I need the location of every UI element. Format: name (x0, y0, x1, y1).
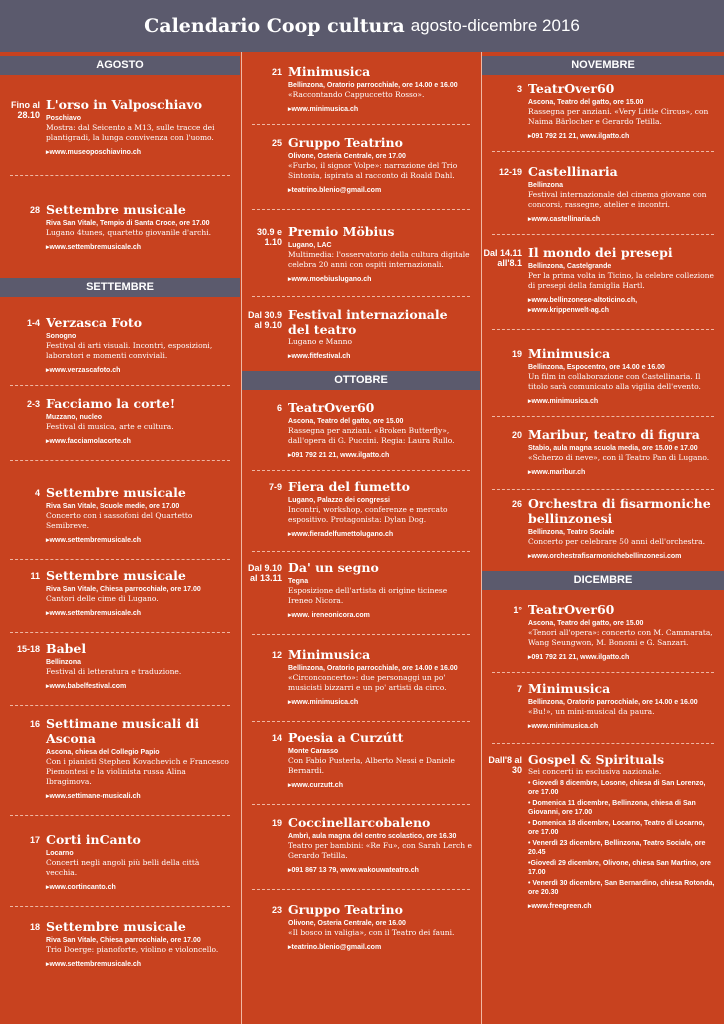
event (482, 590, 724, 662)
event-location: Sonogno (46, 333, 77, 340)
event (482, 152, 724, 224)
event-body (46, 485, 240, 545)
event (482, 417, 724, 477)
separator (252, 209, 470, 210)
event-link[interactable]: ▸ 091 792 21 21, www.ilgatto.ch (528, 132, 716, 141)
event-description: Concerto per celebrare 50 anni dell'orchestra. (528, 537, 705, 546)
event-location: Ascona, chiesa del Collegio Papio (46, 749, 160, 756)
event (242, 890, 480, 952)
event-date: 20 (511, 430, 522, 440)
event-body (46, 919, 240, 969)
event-body (528, 681, 724, 731)
event-body (528, 427, 724, 477)
event-date: 7 (516, 684, 522, 694)
event-list-item: • Venerdì 23 dicembre, Bellinzona, Teatro Sociale, ore 20.45 (528, 840, 706, 856)
event-title: TeatrOver60 (288, 400, 375, 415)
event-location: Stabio, aula magna scuola media, ore 15.00 e 17.00 (528, 445, 698, 452)
event-title: Maribur, teatro di figura (528, 427, 700, 442)
event (0, 75, 240, 157)
separator (492, 489, 714, 490)
event (242, 805, 480, 875)
event-title: Premio Möbius (288, 224, 395, 239)
event-location: Bellinzona, Oratorio parrocchiale, ore 14.00 e 16.00 (288, 665, 458, 672)
event (242, 52, 480, 114)
event-body (288, 135, 480, 195)
event-date: 21 (271, 67, 282, 77)
event-location: Riva San Vitale, Tempio di Santa Croce, ore 17.00 (46, 220, 210, 227)
event-body (288, 400, 480, 460)
event-link[interactable]: ▸ www.fitfestival.ch (288, 352, 472, 361)
event-description: Con i pianisti Stephen Kovachevich e Francesco Piemontesi e la violinista russa Alina Ibragimova. (46, 757, 229, 786)
event-title: Settembre musicale (46, 919, 186, 934)
event-description: Incontri, workshop, conferenze e mercato espositivo. Protagonista: Dylan Dog. (288, 505, 448, 524)
event-link[interactable]: ▸ www.maribur.ch (528, 468, 716, 477)
event-link[interactable]: ▸ www.orchestrafisarmonichebellinzonesi.com (528, 552, 716, 561)
event-location: Bellinzona, Teatro Sociale (528, 529, 615, 536)
event-description: «Circonconcerto»: due personaggi un po' musicisti bizzarri e un po' artisti da circo. (288, 673, 447, 692)
event-title: Settembre musicale (46, 568, 186, 583)
event-location: Ascona, Teatro del gatto, ore 15.00 (528, 99, 644, 106)
separator (252, 470, 470, 471)
event-link[interactable]: ▸ www.castellinaria.ch (528, 215, 716, 224)
event-title: Verzasca Foto (46, 315, 143, 330)
event-location: Riva San Vitale, Scuole medie, ore 17.00 (46, 503, 180, 510)
event-title: Poesia a Curzútt (288, 730, 404, 745)
event (242, 722, 480, 790)
event (0, 461, 240, 545)
event-body (528, 602, 724, 662)
separator (10, 559, 230, 560)
event-description: «Furbo, il signor Volpe»: narrazione del Trio Sintonia, ispirata al racconto di Roald Dahl. (288, 161, 458, 180)
event-title: Il mondo dei presepi (528, 245, 673, 260)
event-description: Concerti negli angoli più belli della città vecchia. (46, 858, 200, 877)
separator (10, 175, 230, 176)
event-location: Locarno (46, 850, 74, 857)
event-list-item: • Giovedì 8 dicembre, Losone, chiesa di San Lorenzo, ore 17.00 (528, 780, 706, 796)
event-location: Ambrì, aula magna del centro scolastico, ore 16.30 (288, 833, 457, 840)
event-location: Bellinzona (528, 182, 564, 189)
event-link[interactable]: ▸ 091 792 21 21, www.ilgatto.ch (528, 653, 716, 662)
column-1 (0, 52, 240, 1024)
event-title: Babel (46, 641, 87, 656)
event (482, 490, 724, 561)
event-body (288, 902, 480, 952)
column-2 (242, 52, 480, 1024)
event-link[interactable]: ▸ www.minimusica.ch (528, 397, 716, 406)
month-band-ottobre: OTTOBRE (242, 371, 480, 390)
event-location: Ascona, Teatro del gatto, ore 15.00 (288, 418, 404, 425)
event (482, 235, 724, 315)
event-date: 11 (30, 571, 40, 581)
event-body (46, 716, 240, 801)
separator (10, 906, 230, 907)
separator (492, 234, 714, 235)
event-list-item: •Giovedì 29 dicembre, Olivone, chiesa San Martino, ore 17.00 (528, 860, 711, 876)
event-list-item: • Venerdì 30 dicembre, San Bernardino, chiesa Rotonda, ore 20.30 (528, 880, 715, 896)
event-title: Facciamo la corte! (46, 396, 176, 411)
event (242, 635, 480, 707)
event-date: 16 (29, 719, 40, 729)
event-date: 23 (271, 905, 282, 915)
separator (10, 705, 230, 706)
event-title: Gruppo Teatrino (288, 135, 403, 150)
event-description: Lugano e Manno (288, 337, 352, 346)
event-description: Festival di arti visuali. Incontri, esposizioni, laboratori e momenti conviviali. (46, 341, 213, 360)
column-3 (482, 52, 724, 1024)
event-link[interactable]: ▸ www.krippenwelt-ag.ch (528, 306, 716, 315)
event-body (528, 245, 724, 315)
event (242, 471, 480, 539)
event (482, 330, 724, 406)
separator (252, 634, 470, 635)
event-location: Bellinzona, Oratorio parrocchiale, ore 14.00 e 16.00 (528, 699, 698, 706)
event-description: «Bu!», un mini-musical da paura. (528, 707, 655, 716)
event-title: Gruppo Teatrino (288, 902, 403, 917)
separator (252, 551, 470, 552)
event (482, 744, 724, 911)
event-body (46, 97, 240, 157)
event-link[interactable]: ▸ www.minimusica.ch (528, 722, 716, 731)
event-location: Bellinzona, Oratorio parrocchiale, ore 14.00 e 16.00 (288, 82, 458, 89)
event-date: 12-19 (498, 167, 522, 177)
event (242, 390, 480, 460)
event-body (528, 752, 724, 911)
event-title: Festival internazionale del teatro (288, 307, 448, 337)
event-link[interactable]: ▸ www.minimusica.ch (288, 698, 472, 707)
event-link[interactable]: ▸ www.facciamolacorte.ch (46, 437, 232, 446)
event-date: Dal 14.11 all'8.1 (483, 248, 522, 268)
event-body (528, 346, 724, 406)
event-date: 25 (271, 138, 282, 148)
event (0, 297, 240, 375)
event-link[interactable]: ▸ www. ireneonicora.com (288, 611, 472, 620)
event-body (288, 224, 480, 284)
event-location: Lugano, LAC (288, 242, 332, 249)
event-title: TeatrOver60 (528, 81, 615, 96)
event (0, 706, 240, 801)
event-list-item: • Domenica 18 dicembre, Locarno, Teatro di Locarno, ore 17.00 (528, 820, 705, 836)
event-date: Dal 9.10 al 13.11 (247, 563, 282, 583)
event-title: Minimusica (528, 346, 611, 361)
event-date: 14 (271, 733, 282, 743)
event (0, 907, 240, 969)
event-description: Concerto con i sassofoni del Quartetto Semibreve. (46, 511, 193, 530)
event-date: 19 (511, 349, 522, 359)
event (0, 176, 240, 252)
event-title: Settimane musicali di Ascona (46, 716, 200, 746)
separator (10, 460, 230, 461)
event-description: «Tenori all'opera»: concerto con M. Cammarata, Wang Seungwon, M. Bonomi e G. Sanzari. (528, 628, 713, 647)
event-date: 19 (271, 818, 282, 828)
event-date: 30.9 e 1.10 (256, 227, 282, 247)
event-body (288, 479, 480, 539)
separator (252, 804, 470, 805)
event-description: Festival di letteratura e traduzione. (46, 667, 182, 676)
event-description: Un film in collaborazione con Castellinaria. Il titolo sarà comunicato alla vigilia dell'evento. (528, 372, 701, 391)
event-description: Trio Doerge: pianoforte, violino e violoncello. (46, 945, 219, 954)
event-title: Gospel & Spirituals (528, 752, 665, 767)
event-body (528, 164, 724, 224)
month-band-dicembre: DICEMBRE (482, 571, 724, 590)
event (242, 297, 480, 361)
event-location: Riva San Vitale, Chiesa parrocchiale, ore 17.00 (46, 937, 201, 944)
event (0, 560, 240, 618)
event-location: Muzzano, nucleo (46, 414, 102, 421)
event (242, 125, 480, 195)
event (0, 386, 240, 446)
separator (492, 151, 714, 152)
separator (252, 124, 470, 125)
event-date: 26 (511, 499, 522, 509)
event-location: Bellinzona, Castelgrande (528, 263, 612, 270)
event-link[interactable]: ▸ www.museoposchiavino.ch (46, 148, 232, 157)
event-description: Sei concerti in esclusiva nazionale. (528, 767, 662, 776)
event-link[interactable]: ▸ www.settimane-musicali.ch (46, 792, 232, 801)
event-description: «Scherzo di neve», con il Teatro Pan di Lugano. (528, 453, 710, 462)
event-link[interactable]: ▸ www.moebiuslugano.ch (288, 275, 472, 284)
separator (10, 632, 230, 633)
event-location: Monte Carasso (288, 748, 339, 755)
event-link[interactable]: ▸ www.settembremusicale.ch (46, 243, 232, 252)
event-title: Settembre musicale (46, 202, 186, 217)
event-title: Fiera del fumetto (288, 479, 410, 494)
event (242, 552, 480, 620)
event-date: 17 (29, 835, 40, 845)
event-title: Minimusica (288, 64, 371, 79)
event-date: 1° (513, 605, 522, 615)
event-body (46, 832, 240, 892)
event-body (288, 64, 480, 114)
event-link[interactable]: ▸ www.settembremusicale.ch (46, 536, 232, 545)
event-body (288, 815, 480, 875)
separator (10, 385, 230, 386)
event-date: 6 (276, 403, 282, 413)
event-link[interactable]: ▸ www.settembremusicale.ch (46, 960, 232, 969)
event-link[interactable]: ▸ www.minimusica.ch (288, 105, 472, 114)
event-location: Lugano, Palazzo dei congressi (288, 497, 390, 504)
event-title: Minimusica (528, 681, 611, 696)
event-description: Lugano 4tunes, quartetto giovanile d'archi. (46, 228, 211, 237)
event-link[interactable]: ▸ www.freegreen.ch (528, 902, 716, 911)
event-date: Dal 30.9 al 9.10 (247, 310, 282, 330)
event-body (46, 315, 240, 375)
event-body (288, 730, 480, 790)
event-date: 28 (29, 205, 40, 215)
event-title: Orchestra di fisarmoniche bellinzonesi (528, 496, 711, 526)
event-date: 7-9 (268, 482, 282, 492)
event-title: Minimusica (288, 647, 371, 662)
month-band-settembre: SETTEMBRE (0, 278, 240, 297)
page-header (0, 0, 724, 52)
event-date: 4 (34, 488, 40, 498)
event-body (528, 496, 724, 561)
event-location: Tegna (288, 578, 309, 585)
separator (252, 721, 470, 722)
event-link[interactable]: ▸ www.babelfestival.com (46, 682, 232, 691)
event-title: Corti inCanto (46, 832, 141, 847)
event (482, 75, 724, 141)
event-date: Fino al 28.10 (11, 100, 40, 120)
event-description: «Raccontando Cappuccetto Rosso». (288, 90, 425, 99)
event-description: Rassegna per anziani. «Very Little Circus», con Naima Bärlocher e Gerardo Tetilla. (528, 107, 709, 126)
event-body (288, 307, 480, 361)
event-date: 15-18 (16, 644, 40, 654)
page-subtitle: agosto-dicembre 2016 (410, 16, 580, 35)
month-band-novembre: NOVEMBRE (482, 56, 724, 75)
event-list-item: • Domenica 11 dicembre, Bellinzona, chiesa di San Giovanni, ore 17.00 (528, 800, 696, 816)
event-date: 1-4 (26, 318, 40, 328)
event-date: 2-3 (26, 399, 40, 409)
event-date: 12 (271, 650, 282, 660)
event-description: Mostra: dal Seicento a M13, sulle tracce dei plantigradi, la lunga convivenza con l'uomo. (46, 123, 215, 142)
event-location: Ascona, Teatro del gatto, ore 15.00 (528, 620, 644, 627)
event-link[interactable]: ▸ www.curzutt.ch (288, 781, 472, 790)
event-description: «Il bosco in valigia», con il Teatro dei fauni. (288, 928, 455, 937)
event-location: Poschiavo (46, 115, 82, 122)
event-location: Bellinzona, Espocentro, ore 14.00 e 16.00 (528, 364, 665, 371)
event-link[interactable]: ▸ www.bellinzonese-altoticino.ch, (528, 296, 716, 305)
separator (10, 815, 230, 816)
event-location: Bellinzona (46, 659, 82, 666)
page-title: Calendario Coop cultura (144, 15, 405, 37)
event-link[interactable]: ▸ 091 867 13 79, www.wakouwateatro.ch (288, 866, 472, 875)
event-link[interactable]: ▸ teatrino.blenio@gmail.com (288, 943, 472, 952)
event-description: Teatro per bambini: «Re Fu», con Sarah Lerch e Gerardo Tetilla. (288, 841, 472, 860)
event-date: 3 (516, 84, 522, 94)
event (0, 633, 240, 691)
event-link[interactable]: ▸ www.verzascafoto.ch (46, 366, 232, 375)
event-title: Coccinellarcobaleno (288, 815, 431, 830)
event-title: Da' un segno (288, 560, 379, 575)
event-body (46, 396, 240, 446)
event-title: Castellinaria (528, 164, 618, 179)
event-description: Festival di musica, arte e cultura. (46, 422, 174, 431)
event-date: 18 (29, 922, 40, 932)
separator (252, 889, 470, 890)
event (0, 816, 240, 892)
event (242, 210, 480, 284)
event-description: Multimedia: l'osservatorio della cultura digitale celebra 20 anni con ospiti internazionali. (288, 250, 470, 269)
event (482, 673, 724, 731)
event-link[interactable]: ▸ 091 792 21 21, www.ilgatto.ch (288, 451, 472, 460)
event-description: Festival internazionale del cinema giovane con concorsi, rassegne, atelier e incontri. (528, 190, 707, 209)
month-band-agosto: AGOSTO (0, 56, 240, 75)
event-description: Per la prima volta in Ticino, la celebre collezione di presepi della famiglia Hartl. (528, 271, 714, 290)
event-title: Settembre musicale (46, 485, 186, 500)
separator (252, 296, 470, 297)
event-date: Dall'8 al 30 (488, 755, 522, 775)
event-link[interactable]: ▸ www.fieradelfumettolugano.ch (288, 530, 472, 539)
event-body (46, 202, 240, 252)
separator (492, 329, 714, 330)
event-title: TeatrOver60 (528, 602, 615, 617)
event-body (288, 560, 480, 620)
event-link[interactable]: ▸ teatrino.blenio@gmail.com (288, 186, 472, 195)
separator (492, 672, 714, 673)
event-description: Cantori delle cime di Lugano. (46, 594, 159, 603)
event-link[interactable]: ▸ www.cortincanto.ch (46, 883, 232, 892)
event-description: Rassegna per anziani. «Broken Butterfly», dall'opera di G. Puccini. Regia: Laura Rullo. (288, 426, 455, 445)
event-link[interactable]: ▸ www.settembremusicale.ch (46, 609, 232, 618)
event-body (46, 641, 240, 691)
separator (492, 416, 714, 417)
event-location: Olivone, Osteria Centrale, ore 17.00 (288, 153, 406, 160)
event-body (46, 568, 240, 618)
event-location: Riva San Vitale, Chiesa parrocchiale, ore 17.00 (46, 586, 201, 593)
event-location: Olivone, Osteria Centrale, ore 16.00 (288, 920, 406, 927)
separator (492, 743, 714, 744)
event-body (528, 81, 724, 141)
event-title: L'orso in Valposchiavo (46, 97, 203, 112)
event-body (288, 647, 480, 707)
event-description: Esposizione dell'artista di origine ticinese Ireneo Nicora. (288, 586, 448, 605)
event-description: Con Fabio Pusterla, Alberto Nessi e Daniele Bernardi. (288, 756, 455, 775)
